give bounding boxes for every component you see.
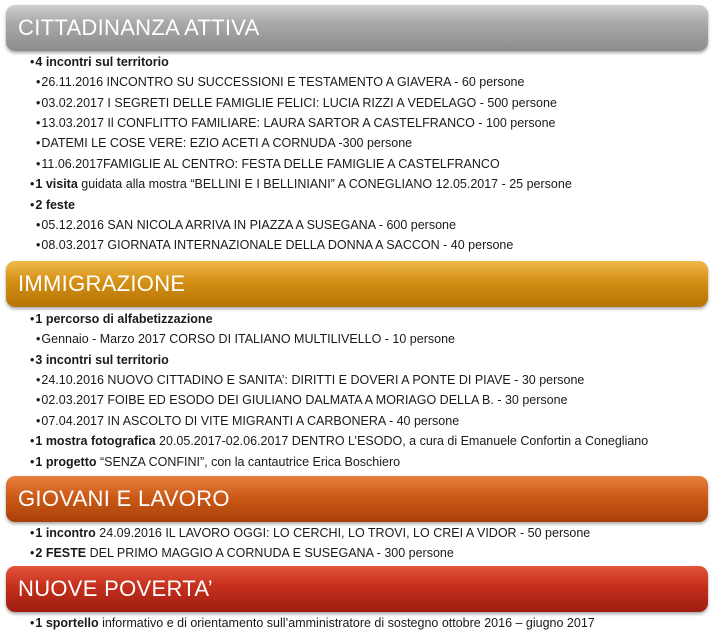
list-item: •05.12.2016 SAN NICOLA ARRIVA IN PIAZZA A SUSEGANA - 600 persone xyxy=(36,218,456,232)
list-item: •Gennaio - Marzo 2017 CORSO DI ITALIANO MULTILIVELLO - 10 persone xyxy=(36,332,455,346)
list-item: •1 mostra fotografica 20.05.2017-02.06.2017 DENTRO L’ESODO, a cura di Emanuele Confortin a Conegliano xyxy=(30,434,649,448)
list-item: •13.03.2017 Il CONFLITTO FAMILIARE: LAURA SARTOR A CASTELFRANCO - 100 persone xyxy=(36,116,556,130)
list-item: •2 feste xyxy=(30,198,75,212)
list-item: •3 incontri sul territorio xyxy=(30,353,169,367)
list-item: •02.03.2017 FOIBE ED ESODO DEI GIULIANO DALMATA A MORIAGO DELLA B. - 30 persone xyxy=(36,393,568,407)
section-title: IMMIGRAZIONE xyxy=(18,271,186,296)
section-banner-poverta xyxy=(6,566,708,612)
section-title: GIOVANI E LAVORO xyxy=(18,486,230,511)
section-banner-cittadinanza xyxy=(6,5,708,51)
list-item: •11.06.2017FAMIGLIE AL CENTRO: FESTA DELLE FAMIGLIE A CASTELFRANCO xyxy=(36,157,500,171)
section-banner-giovani xyxy=(6,476,708,522)
section-title: NUOVE POVERTA’ xyxy=(18,576,213,601)
list-item: •1 incontro 24.09.2016 IL LAVORO OGGI: LO CERCHI, LO TROVI, LO CREI A VIDOR - 50 persone xyxy=(30,526,591,540)
section-title: CITTADINANZA ATTIVA xyxy=(18,15,260,40)
list-item: •2 FESTE DEL PRIMO MAGGIO A CORNUDA E SUSEGANA - 300 persone xyxy=(30,546,454,560)
list-item: •1 sportello informativo e di orientamento sull’amministratore di sostegno ottobre 2016 – giugno 2017 xyxy=(30,616,595,630)
list-item: •26.11.2016 INCONTRO SU SUCCESSIONI E TESTAMENTO A GIAVERA - 60 persone xyxy=(36,75,525,89)
list-item: •03.02.2017 I SEGRETI DELLE FAMIGLIE FELICI: LUCIA RIZZI A VEDELAGO - 500 persone xyxy=(36,96,557,110)
list-item: •1 progetto “SENZA CONFINI”, con la cantautrice Erica Boschiero xyxy=(30,455,401,469)
list-item: •1 percorso di alfabetizzazione xyxy=(30,312,213,326)
list-item: •DATEMI LE COSE VERE: EZIO ACETI A CORNUDA -300 persone xyxy=(36,136,413,150)
list-item: •1 visita guidata alla mostra “BELLINI E I BELLINIANI” A CONEGLIANO 12.05.2017 - 25 persone xyxy=(30,177,572,191)
section-banner-immigrazione xyxy=(6,261,708,307)
list-item: •4 incontri sul territorio xyxy=(30,55,169,69)
list-item: •07.04.2017 IN ASCOLTO DI VITE MIGRANTI A CARBONERA - 40 persone xyxy=(36,414,460,428)
list-item: •24.10.2016 NUOVO CITTADINO E SANITA’: DIRITTI E DOVERI A PONTE DI PIAVE - 30 persone xyxy=(36,373,585,387)
list-item: •08.03.2017 GIORNATA INTERNAZIONALE DELLA DONNA A SACCON - 40 persone xyxy=(36,238,514,252)
